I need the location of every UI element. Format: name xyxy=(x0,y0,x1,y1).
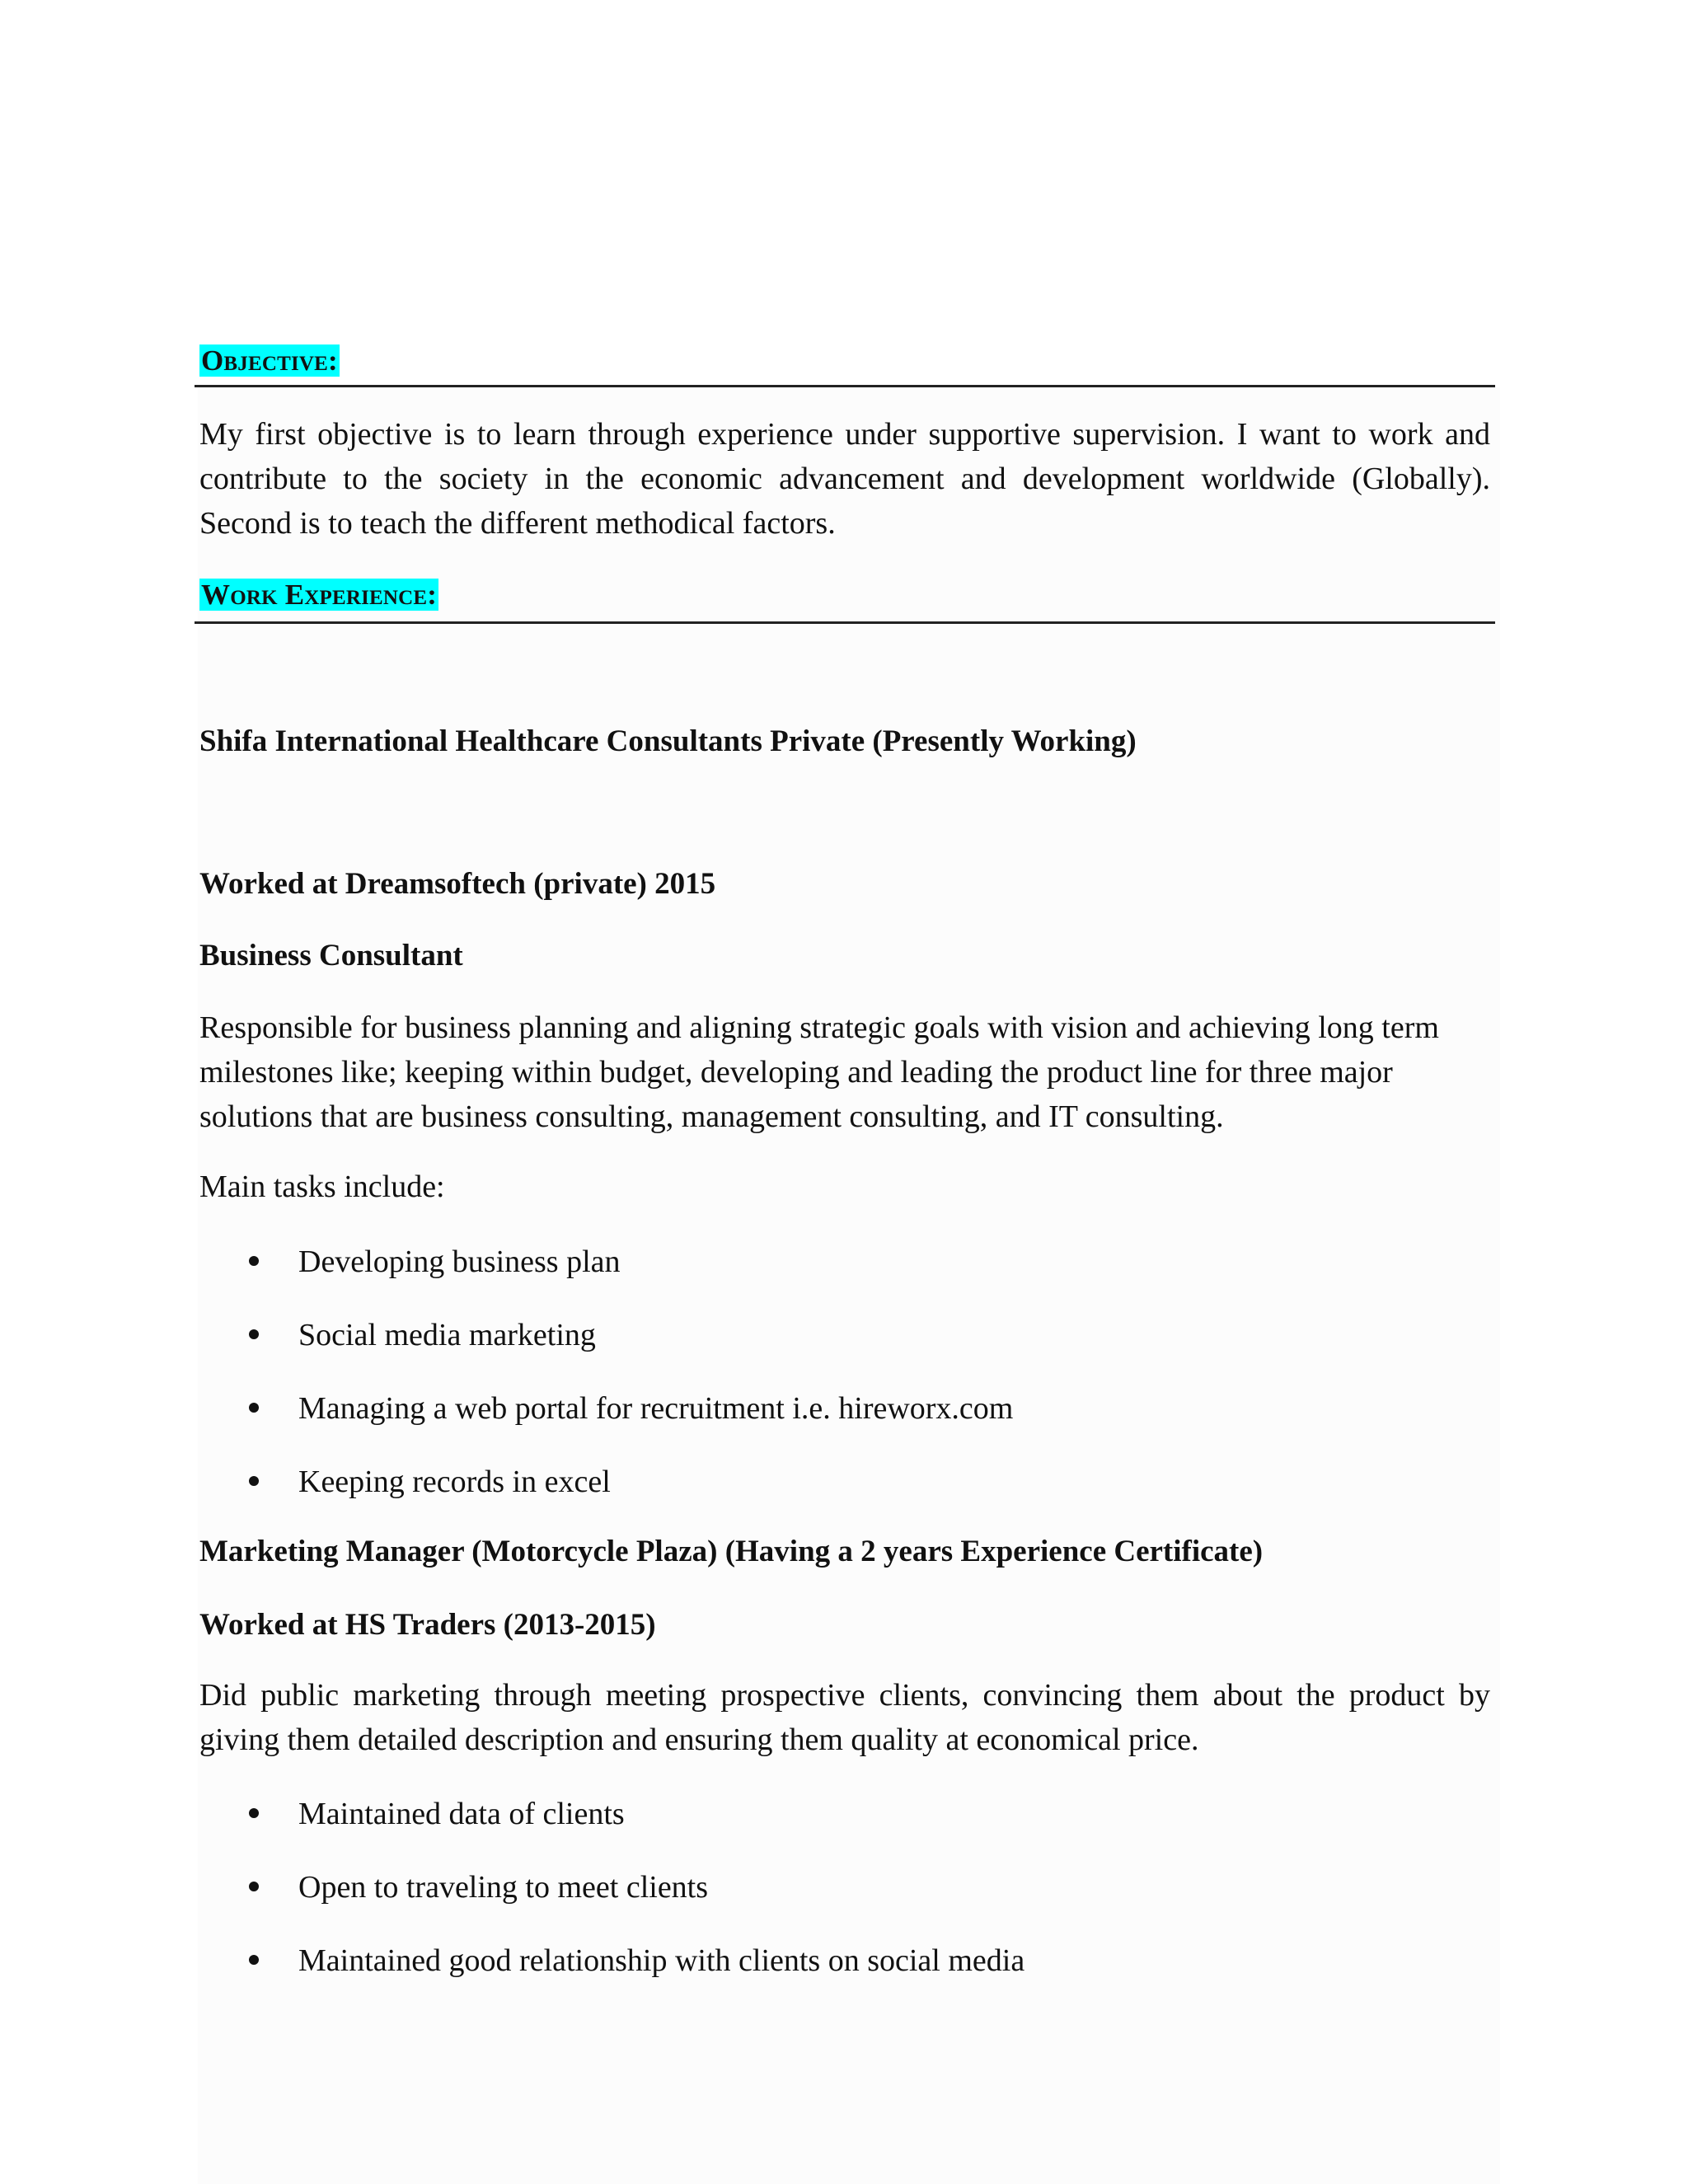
bullet-icon xyxy=(249,1808,259,1818)
bullet-icon xyxy=(249,1403,259,1413)
objective-text: My first objective is to learn through experience under supportive supervision. I want to work and contribute to the society in the economic advancement and development worldwide (Globally). Second is to teach the different methodical factors. xyxy=(199,417,1490,541)
job1-title: Business Consultant xyxy=(199,939,463,972)
work-experience-divider xyxy=(195,621,1495,624)
list-item: Developing business plan xyxy=(199,1243,1013,1316)
list-item: Open to traveling to meet clients xyxy=(199,1868,1025,1942)
list-item: Managing a web portal for recruitment i.e. hireworx.com xyxy=(199,1390,1013,1463)
bullet-icon xyxy=(249,1256,259,1266)
objective-heading: Objective: xyxy=(201,344,338,377)
job1-task-list xyxy=(199,1243,1013,1536)
bullet-icon xyxy=(249,1882,259,1891)
job1-tasks-intro: Main tasks include: xyxy=(199,1169,445,1204)
job2-task-list xyxy=(199,1795,1025,2015)
list-item: Social media marketing xyxy=(199,1316,1013,1390)
list-item: Maintained data of clients xyxy=(199,1795,1025,1868)
job1-company: Worked at Dreamsoftech (private) 2015 xyxy=(199,867,716,901)
bullet-icon xyxy=(249,1955,259,1965)
list-item: Maintained good relationship with clients on social media xyxy=(199,1942,1025,2015)
bullet-icon xyxy=(249,1329,259,1339)
job2-title: Marketing Manager (Motorcycle Plaza) (Having a 2 years Experience Certificate) xyxy=(199,1535,1264,1568)
job2-description: Did public marketing through meeting prospective clients, convincing them about the product by giving them detailed description and ensuring them quality at economical price. xyxy=(199,1678,1490,1757)
work-experience-heading: Work Experience: xyxy=(201,579,438,611)
job1-description: Responsible for business planning and aligning strategic goals with vision and achieving long term milestones like; keeping within budget, developing and leading the product line for three major solutions that are business consulting, management consulting, and IT consulting. xyxy=(199,1010,1439,1134)
job2-company: Worked at HS Traders (2013-2015) xyxy=(199,1608,656,1642)
current-employer: Shifa International Healthcare Consultants Private (Presently Working) xyxy=(199,724,1137,758)
bullet-icon xyxy=(249,1476,259,1486)
list-item: Keeping records in excel xyxy=(199,1463,1013,1536)
objective-divider xyxy=(195,385,1495,387)
